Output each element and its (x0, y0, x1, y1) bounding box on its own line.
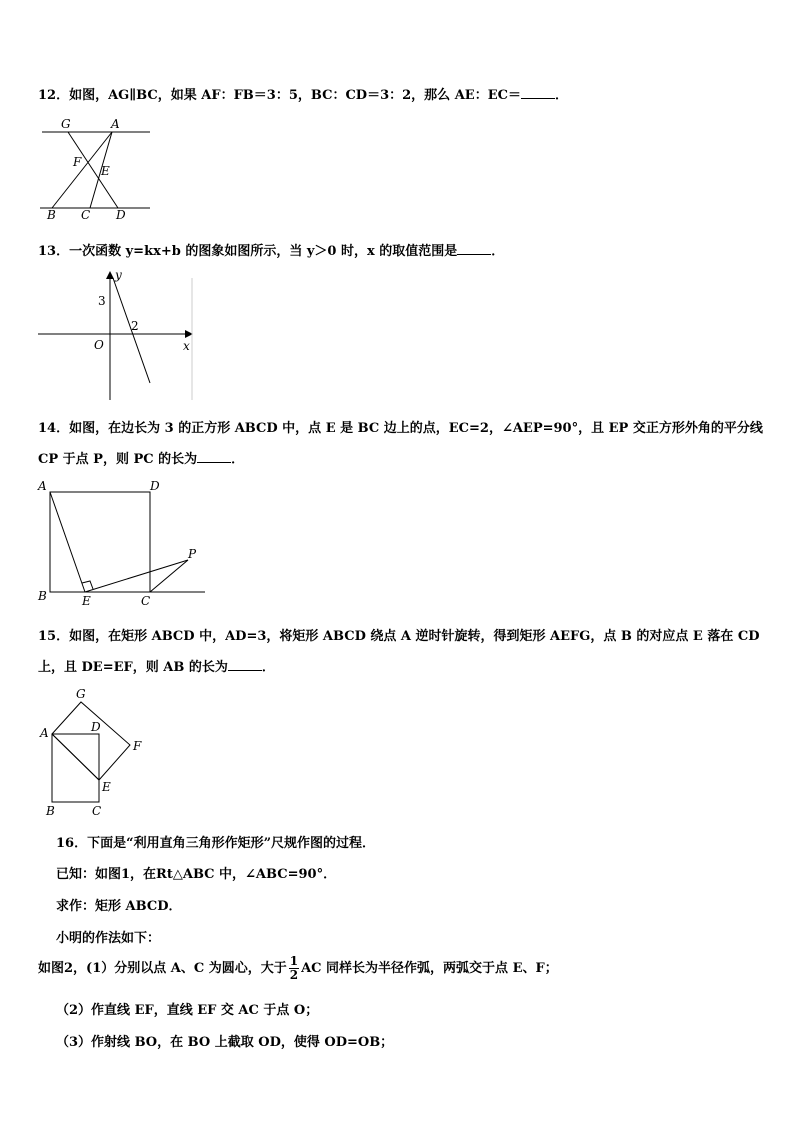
rectangle-abcd (52, 734, 99, 802)
q13-stem: 13．一次函数 y=kx+b 的图象如图所示，当 y＞0 时，x 的取值范围是 (38, 244, 458, 259)
label-c: C (141, 594, 151, 608)
label-d: D (150, 479, 160, 493)
label-p: P (188, 547, 197, 561)
label-2: 2 (131, 319, 139, 333)
label-g: G (61, 117, 71, 131)
label-e: E (82, 594, 91, 608)
label-b: B (46, 804, 55, 818)
label-y: y (115, 268, 122, 282)
q12-text: 12．如图，AG∥BC，如果 AF：FB＝3：5，BC：CD＝3：2，那么 AE：EC＝ ． (38, 88, 568, 103)
label-d: D (116, 208, 126, 222)
label-e: E (101, 164, 110, 178)
label-x: x (183, 339, 190, 353)
segment-ae (52, 734, 99, 780)
label-a: A (40, 726, 49, 740)
label-o: O (94, 338, 104, 352)
q13-text: 13．一次函数 y=kx+b 的图象如图所示，当 y＞0 时，x 的取值范围是 ． (38, 244, 505, 259)
q16-known: 已知：如图1，在Rt△ABC 中，∠ABC=90°． (56, 867, 337, 882)
q15-line1: 15．如图，在矩形 ABCD 中，AD=3，将矩形 ABCD 绕点 A 逆时针旋转，得到矩形 AEFG，点 B 的对应点 E 落在 CD (38, 629, 760, 644)
q14-line2: CP 于点 P，则 PC 的长为 ． (38, 452, 245, 467)
q16-step1: 如图2，(1）分别以点 A、C 为圆心，大于 $\frac{1}{2}$ AC 同样长为半径作弧，两弧交于点 E、F； (38, 954, 558, 982)
q16-step2: （2）作直线 EF，直线 EF 交 AC 于点 O； (56, 1003, 319, 1018)
label-c: C (92, 804, 102, 818)
label-e: E (102, 780, 111, 794)
q16-intro: 16．下面是“利用直角三角形作矩形”尺规作图的过程． (56, 836, 376, 851)
fraction-one-half: $\frac{1}{2}$ (289, 954, 299, 982)
q16-step3: （3）作射线 BO，在 BO 上截取 OD，使得 OD=OB； (56, 1035, 394, 1050)
label-f: F (73, 155, 82, 169)
q14-line1: 14．如图，在边长为 3 的正方形 ABCD 中，点 E 是 BC 边上的点，EC=2，∠AEP=90°，且 EP 交正方形外角的平分线 (38, 421, 763, 436)
label-b: B (38, 589, 47, 603)
label-a: A (111, 117, 120, 131)
label-f: F (133, 739, 142, 753)
rectangle-aefg (52, 702, 130, 780)
q15-line2: 上，且 DE=EF，则 AB 的长为 ． (38, 660, 275, 675)
q16-make: 求作：矩形 ABCD． (56, 899, 182, 914)
label-b: B (47, 208, 56, 222)
q16-method: 小明的作法如下： (56, 931, 161, 946)
label-a: A (38, 479, 47, 493)
label-3: 3 (98, 294, 106, 308)
q12-stem: 12．如图，AG∥BC，如果 AF：FB＝3：5，BC：CD＝3：2，那么 AE：EC＝ (38, 88, 521, 103)
label-g: G (76, 687, 86, 701)
label-d: D (91, 720, 101, 734)
label-c: C (81, 208, 91, 222)
